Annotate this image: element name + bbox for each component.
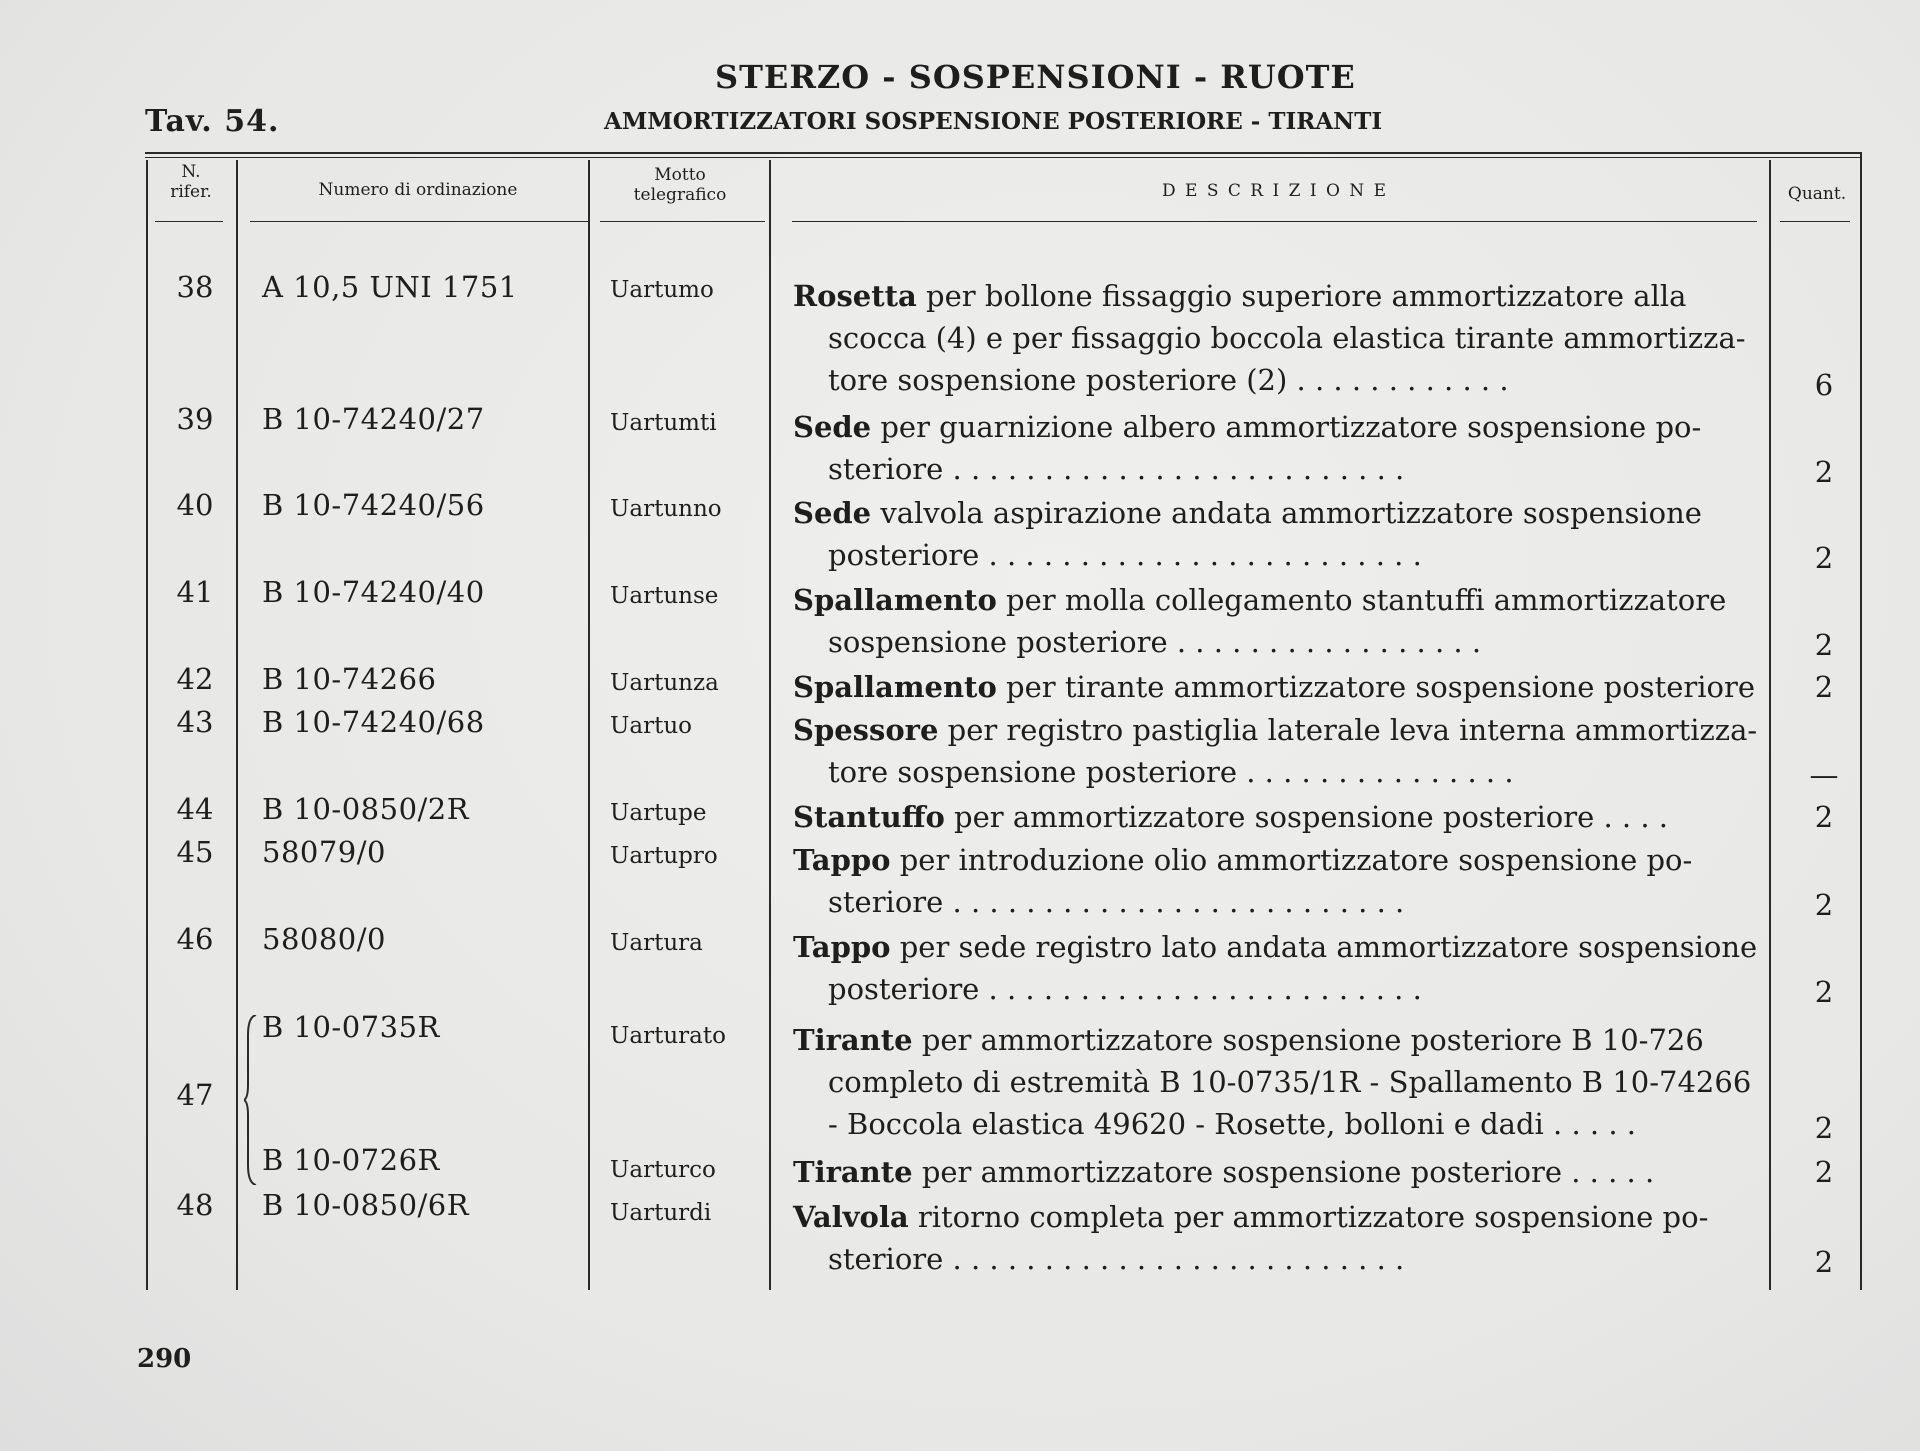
row-order-number: A 10,5 UNI 1751 <box>262 270 518 304</box>
row-description: Valvola ritorno completa per ammortizzatore sospensione po- steriore . . . . . . . . . . . . . . . . . . . . . . . . . <box>793 1200 1709 1276</box>
row-description: Stantuffo per ammortizzatore sospensione posteriore . . . . <box>793 800 1669 834</box>
row-order-number: B 10-74240/56 <box>262 488 485 522</box>
row-order-number: B 10-74240/27 <box>262 402 485 436</box>
row-description: Tirante per ammortizzatore sospensione posteriore . . . . . <box>793 1155 1655 1189</box>
column-header-motto: Motto telegrafico <box>633 165 727 205</box>
row-motto: Uartuo <box>610 713 692 739</box>
header-rule <box>145 152 1861 154</box>
row-description: Tappo per sede registro lato andata ammortizzatore sospensione posteriore . . . . . . . . . . . . . . . . . . . . . . . . <box>793 930 1758 1006</box>
row-quantity: 2 <box>1814 670 1834 704</box>
row-description: Sede per guarnizione albero ammortizzatore sospensione po- steriore . . . . . . . . . . . . . . . . . . . . . . . . . <box>793 410 1702 486</box>
row-quantity: 2 <box>1814 628 1834 662</box>
row-motto: Uartura <box>610 930 703 956</box>
row-ref: 40 <box>176 488 214 522</box>
column-divider <box>146 160 148 1290</box>
row-ref: 45 <box>176 835 214 869</box>
row-quantity: — <box>1809 758 1839 792</box>
row-description: Tirante per ammortizzatore sospensione posteriore B 10-726 completo di estremità B 10-0735/1R - Spallamento B 10-74266 - Boccola elastica 49620 - Rosette, bolloni e dadi . . . . . <box>793 1023 1752 1141</box>
row-quantity: 2 <box>1814 541 1834 575</box>
column-divider <box>236 160 238 1290</box>
row-motto: Uartumo <box>610 277 714 303</box>
row-ref: 47 <box>176 1078 214 1112</box>
header-underline <box>1780 221 1850 222</box>
page-subtitle: AMMORTIZZATORI SOSPENSIONE POSTERIORE - TIRANTI <box>604 108 1383 135</box>
row-description: Tappo per introduzione olio ammortizzatore sospensione po- steriore . . . . . . . . . . . . . . . . . . . . . . . . . <box>793 843 1693 919</box>
column-divider <box>1769 160 1771 1290</box>
header-underline <box>250 221 588 222</box>
row-order-number: B 10-74240/40 <box>262 575 485 609</box>
row-order-number: B 10-0850/2R <box>262 792 470 826</box>
row-order-number: 58079/0 <box>262 835 386 869</box>
row-order-number: B 10-74240/68 <box>262 705 485 739</box>
column-header-order: Numero di ordinazione <box>318 180 518 200</box>
column-divider <box>588 160 590 1290</box>
row-motto: Uartunno <box>610 496 722 522</box>
row-motto: Uarturco <box>610 1157 716 1183</box>
page-number: 290 <box>137 1344 192 1374</box>
row-motto: Uartunse <box>610 583 719 609</box>
row-quantity: 2 <box>1814 455 1834 489</box>
column-header-quantity: Quant. <box>1787 184 1847 204</box>
header-rule-thin <box>145 157 1861 158</box>
column-divider <box>769 160 771 1290</box>
row-quantity: 2 <box>1814 888 1834 922</box>
row-ref: 44 <box>176 792 214 826</box>
row-ref: 46 <box>176 922 214 956</box>
row-ref: 48 <box>176 1188 214 1222</box>
row-motto: Uartumti <box>610 410 717 436</box>
row-motto: Uarturato <box>610 1023 726 1049</box>
row-description: Rosetta per bollone fissaggio superiore ammortizzatore alla scocca (4) e per fissaggio boccola elastica tirante ammortizza- tore sospensione posteriore (2) . . . . . . . . . . . . <box>793 279 1746 397</box>
page-title: STERZO - SOSPENSIONI - RUOTE <box>715 58 1356 96</box>
table-label: Tav. 54. <box>145 104 280 139</box>
row-quantity: 2 <box>1814 975 1834 1009</box>
row-order-number: B 10-0726R <box>262 1143 440 1177</box>
row-order-number: B 10-0850/6R <box>262 1188 470 1222</box>
row-description: Sede valvola aspirazione andata ammortizzatore sospensione posteriore . . . . . . . . . . . . . . . . . . . . . . . . <box>793 496 1702 572</box>
row-order-number: B 10-74266 <box>262 662 437 696</box>
column-header-description: D E S C R I Z I O N E <box>1162 181 1388 201</box>
row-motto: Uartupe <box>610 800 707 826</box>
header-underline <box>600 221 765 222</box>
column-divider <box>1860 152 1862 1290</box>
row-quantity: 2 <box>1814 1245 1834 1279</box>
row-ref: 38 <box>176 270 214 304</box>
brace-icon <box>244 1015 258 1185</box>
row-quantity: 6 <box>1814 368 1834 402</box>
row-description: Spallamento per molla collegamento stantuffi ammortizzatore sospensione posteriore . . . . . . . . . . . . . . . . . <box>793 583 1727 659</box>
row-ref: 42 <box>176 662 214 696</box>
row-order-number: B 10-0735R <box>262 1010 440 1044</box>
row-description: Spallamento per tirante ammortizzatore sospensione posteriore <box>793 670 1756 704</box>
row-motto: Uartupro <box>610 843 718 869</box>
row-quantity: 2 <box>1814 1111 1834 1145</box>
row-order-number: 58080/0 <box>262 922 386 956</box>
header-underline <box>155 221 223 222</box>
row-ref: 41 <box>176 575 214 609</box>
row-quantity: 2 <box>1814 800 1834 834</box>
row-description: Spessore per registro pastiglia laterale leva interna ammortizza- tore sospensione posteriore . . . . . . . . . . . . . . . <box>793 713 1758 789</box>
row-quantity: 2 <box>1814 1155 1834 1189</box>
row-motto: Uarturdi <box>610 1200 712 1226</box>
header-underline <box>792 221 1757 222</box>
row-motto: Uartunza <box>610 670 719 696</box>
row-ref: 43 <box>176 705 214 739</box>
column-header-ref: N. rifer. <box>170 162 212 202</box>
row-ref: 39 <box>176 402 214 436</box>
